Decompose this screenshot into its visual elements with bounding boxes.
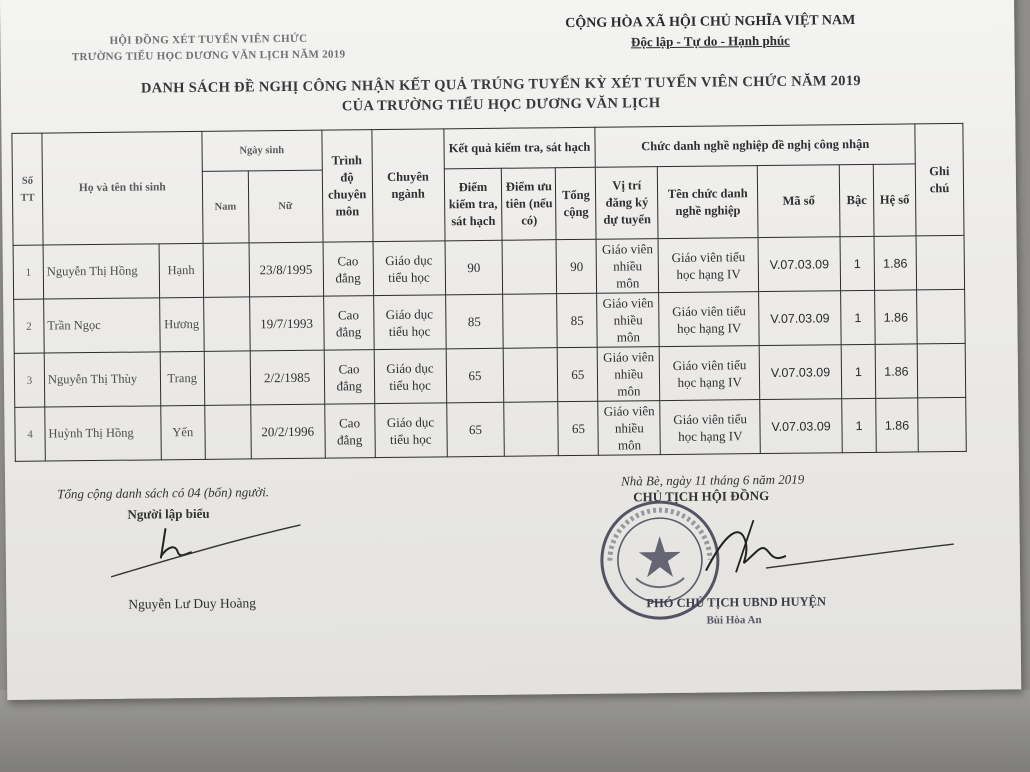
- cell-major: Giáo dục tiểu học: [373, 241, 445, 296]
- cell-bonus: [504, 402, 559, 457]
- organization-header: [18, 30, 398, 66]
- cell-given-name: Hương: [159, 297, 204, 351]
- table-row: [14, 343, 966, 407]
- sign-date: Nhà Bè, ngày 11 tháng 6 năm 2019: [620, 471, 805, 489]
- cell-title-name: Giáo viên tiểu học hạng IV: [659, 292, 759, 347]
- cell-surname: Huỳnh Thị Hồng: [45, 406, 161, 461]
- header-birth: Ngày sinh: [202, 130, 322, 171]
- cell-code: V.07.03.09: [759, 345, 841, 400]
- cell-bonus: [504, 348, 559, 403]
- cell-surname: Nguyễn Thị Hồng: [43, 244, 159, 299]
- cell-female: 20/2/1996: [250, 404, 325, 459]
- cell-total: 90: [556, 239, 597, 293]
- header-title-group: Chức danh nghề nghiệp đề nghị công nhận: [595, 124, 915, 167]
- title-line-1: DANH SÁCH ĐỀ NGHỊ CÔNG NHẬN KẾT QUẢ TRÚNG TUYỂN KỲ XÉT TUYỂN VIÊN CHỨC NĂM 2019: [140, 72, 861, 97]
- header-position: Vị trí đăng ký dự tuyển: [596, 167, 659, 240]
- header-male: Nam: [202, 171, 249, 243]
- preparer-name: Nguyễn Lư Duy Hoàng: [128, 595, 257, 612]
- nation-name: CỘNG HÒA XÃ HỘI CHỦ NGHĨA VIỆT NAM: [565, 13, 856, 32]
- cell-bonus: [503, 294, 558, 349]
- cell-total: 85: [557, 293, 598, 347]
- cell-grade: 1: [841, 344, 876, 398]
- cell-major: Giáo dục tiểu học: [374, 349, 446, 404]
- cell-note: [917, 343, 966, 398]
- header-title-name: Tên chức danh nghề nghiệp: [658, 166, 759, 239]
- cell-note: [917, 289, 966, 344]
- cell-score: 65: [446, 348, 504, 403]
- header-results: Kết quả kiểm tra, sát hạch: [443, 127, 595, 169]
- total-count-text: Tổng cộng danh sách có 04 (bốn) người.: [57, 484, 270, 502]
- header-note: Ghi chú: [915, 123, 964, 235]
- header-level: Trình độ chuyên môn: [322, 130, 373, 243]
- cell-major: Giáo dục tiểu học: [373, 295, 445, 350]
- cell-score: 90: [445, 240, 503, 295]
- cell-title-name: Giáo viên tiểu học hạng IV: [659, 346, 759, 401]
- header-code: Mã số: [757, 165, 840, 238]
- cell-level: Cao đẳng: [324, 350, 375, 405]
- cell-code: V.07.03.09: [760, 399, 842, 454]
- cell-coef: 1.86: [875, 290, 918, 344]
- cell-title-name: Giáo viên tiểu học hạng IV: [658, 238, 758, 293]
- header-grade: Bậc: [839, 164, 874, 236]
- cell-given-name: Trang: [160, 351, 205, 405]
- cell-grade: 1: [842, 398, 877, 452]
- cell-score: 65: [446, 402, 504, 457]
- cell-stt: 4: [15, 407, 46, 461]
- cell-given-name: Yến: [161, 405, 206, 459]
- document-title: [61, 70, 941, 119]
- cell-male: [203, 243, 250, 297]
- cell-position: Giáo viên nhiều môn: [598, 401, 660, 456]
- vice-chair-title: PHÓ CHỦ TỊCH UBND HUYỆN: [646, 594, 827, 611]
- cell-male: [203, 297, 250, 351]
- cell-code: V.07.03.09: [758, 237, 840, 292]
- header-major: Chuyên ngành: [371, 129, 444, 242]
- header-score: Điểm kiểm tra, sát hạch: [444, 168, 503, 241]
- preparer-signature-icon: [105, 517, 306, 589]
- title-line-2: CỦA TRƯỜNG TIỂU HỌC DƯƠNG VĂN LỊCH: [341, 95, 661, 115]
- cell-position: Giáo viên nhiều môn: [597, 293, 659, 348]
- cell-female: 23/8/1995: [249, 242, 324, 297]
- nation-motto: Độc lập - Tự do - Hạnh phúc: [630, 32, 790, 50]
- header-female: Nữ: [248, 170, 323, 243]
- header-coef: Hệ số: [873, 164, 916, 236]
- cell-total: 65: [558, 347, 599, 401]
- cell-position: Giáo viên nhiều môn: [596, 239, 658, 294]
- cell-surname: Nguyễn Thị Thùy: [44, 352, 160, 407]
- cell-female: 19/7/1993: [249, 296, 324, 351]
- cell-coef: 1.86: [875, 344, 918, 398]
- chair-signature-icon: [695, 510, 956, 593]
- cell-surname: Trần Ngọc: [44, 298, 160, 353]
- cell-total: 65: [558, 401, 599, 455]
- cell-major: Giáo dục tiểu học: [374, 403, 446, 458]
- cell-coef: 1.86: [876, 398, 919, 452]
- cell-level: Cao đẳng: [324, 404, 375, 459]
- cell-stt: 1: [13, 245, 44, 299]
- table-row: [15, 397, 967, 461]
- cell-position: Giáo viên nhiều môn: [598, 347, 660, 402]
- background-floor: [0, 690, 1030, 772]
- cell-coef: 1.86: [874, 236, 917, 290]
- table-row: [14, 289, 966, 353]
- cell-level: Cao đẳng: [323, 242, 374, 297]
- header-total: Tổng cộng: [556, 167, 597, 239]
- org-line-2: TRƯỜNG TIỂU HỌC DƯƠNG VĂN LỊCH NĂM 2019: [71, 48, 346, 64]
- cell-score: 85: [445, 294, 503, 349]
- cell-note: [916, 235, 965, 290]
- cell-stt: 2: [14, 299, 45, 353]
- cell-title-name: Giáo viên tiểu học hạng IV: [660, 400, 760, 455]
- nation-header: [540, 11, 880, 53]
- cell-code: V.07.03.09: [759, 291, 841, 346]
- cell-stt: 3: [14, 353, 45, 407]
- chair-title: CHỦ TỊCH HỘI ĐỒNG: [633, 487, 770, 505]
- cell-grade: 1: [840, 236, 875, 290]
- preparer-title: Người lập biểu: [127, 505, 210, 522]
- cell-bonus: [502, 240, 557, 295]
- header-bonus: Điểm ưu tiên (nếu có): [502, 168, 557, 241]
- cell-male: [204, 351, 251, 405]
- cell-grade: 1: [841, 290, 876, 344]
- org-line-1: HỘI ĐỒNG XÉT TUYỂN VIÊN CHỨC: [109, 32, 308, 47]
- cell-given-name: Hạnh: [159, 243, 204, 297]
- header-name: Họ và tên thí sinh: [42, 131, 203, 245]
- cell-note: [918, 397, 967, 452]
- cell-male: [204, 405, 251, 459]
- cell-female: 2/2/1985: [250, 350, 325, 405]
- table-row: [13, 235, 965, 299]
- candidate-table: [11, 123, 966, 462]
- cell-level: Cao đẳng: [323, 296, 374, 351]
- header-stt: Số TT: [12, 133, 43, 245]
- vice-chair-name: Bùi Hòa An: [706, 614, 762, 627]
